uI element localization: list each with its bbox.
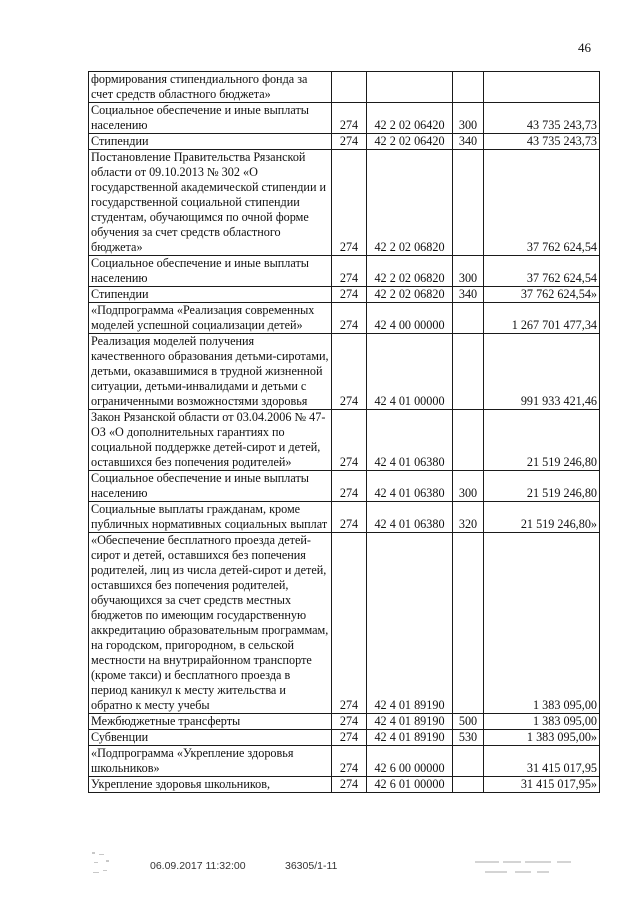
cell-csr: 42 4 01 89190	[367, 714, 453, 730]
cell-csr: 42 2 02 06820	[367, 150, 453, 256]
table-row	[89, 714, 600, 730]
cell-vr	[453, 533, 484, 714]
cell-ved: 274	[332, 746, 367, 777]
cell-ved: 274	[332, 256, 367, 287]
cell-name: Реализация моделей получения качественного образования детьми-сиротами, детьми, оказавшимися в трудной жизненной ситуации, детьми-инвалидами и детьми с ограниченными возможностями здоровья	[89, 334, 332, 410]
cell-ved: 274	[332, 334, 367, 410]
cell-csr: 42 4 01 89190	[367, 533, 453, 714]
cell-vr	[453, 150, 484, 256]
cell-vr: 300	[453, 103, 484, 134]
cell-vr: 300	[453, 471, 484, 502]
cell-csr: 42 4 00 00000	[367, 303, 453, 334]
cell-name: «Подпрограмма «Укрепление здоровья школьников»	[89, 746, 332, 777]
cell-ved: 274	[332, 533, 367, 714]
cell-vr	[453, 72, 484, 103]
cell-ved: 274	[332, 103, 367, 134]
cell-vr	[453, 746, 484, 777]
cell-sum: 21 519 246,80	[484, 471, 600, 502]
cell-sum: 37 762 624,54»	[484, 287, 600, 303]
cell-name: Постановление Правительства Рязанской области от 09.10.2013 № 302 «О государственной академической стипендии и государственной социальной стипендии студентам, обучающимся по очной форме обучения за счет средств областного бюджета»	[89, 150, 332, 256]
cell-ved: 274	[332, 471, 367, 502]
table-row	[89, 103, 600, 134]
cell-vr	[453, 777, 484, 793]
cell-vr: 300	[453, 256, 484, 287]
cell-csr: 42 2 02 06420	[367, 103, 453, 134]
cell-name: Стипендии	[89, 134, 332, 150]
table-row	[89, 730, 600, 746]
cell-name: Укрепление здоровья школьников,	[89, 777, 332, 793]
cell-sum: 43 735 243,73	[484, 134, 600, 150]
cell-sum: 1 383 095,00	[484, 533, 600, 714]
cell-ved: 274	[332, 134, 367, 150]
cell-vr: 500	[453, 714, 484, 730]
table-row	[89, 777, 600, 793]
cell-name: Социальное обеспечение и иные выплаты населению	[89, 256, 332, 287]
table-row	[89, 150, 600, 256]
cell-csr: 42 2 02 06820	[367, 256, 453, 287]
cell-csr: 42 4 01 00000	[367, 334, 453, 410]
cell-vr: 340	[453, 134, 484, 150]
document-code: 36305/1-11	[285, 860, 338, 872]
cell-vr: 320	[453, 502, 484, 533]
cell-csr: 42 4 01 89190	[367, 730, 453, 746]
cell-sum: 37 762 624,54	[484, 256, 600, 287]
table-row	[89, 256, 600, 287]
cell-csr: 42 2 02 06420	[367, 134, 453, 150]
cell-name: Социальное обеспечение и иные выплаты населению	[89, 471, 332, 502]
cell-csr: 42 6 00 00000	[367, 746, 453, 777]
cell-sum: 1 267 701 477,34	[484, 303, 600, 334]
cell-ved	[332, 72, 367, 103]
cell-sum: 43 735 243,73	[484, 103, 600, 134]
cell-sum: 1 383 095,00»	[484, 730, 600, 746]
cell-vr: 340	[453, 287, 484, 303]
scan-artifact-mark	[90, 848, 122, 880]
print-timestamp: 06.09.2017 11:32:00	[150, 860, 246, 872]
cell-ved: 274	[332, 714, 367, 730]
cell-csr: 42 2 02 06820	[367, 287, 453, 303]
cell-name: Социальное обеспечение и иные выплаты населению	[89, 103, 332, 134]
cell-vr	[453, 334, 484, 410]
cell-csr: 42 4 01 06380	[367, 410, 453, 471]
cell-sum: 991 933 421,46	[484, 334, 600, 410]
cell-vr	[453, 303, 484, 334]
table-row	[89, 410, 600, 471]
table-row	[89, 533, 600, 714]
cell-sum: 21 519 246,80	[484, 410, 600, 471]
table-row	[89, 134, 600, 150]
page-number: 46	[578, 40, 591, 55]
cell-csr: 42 6 01 00000	[367, 777, 453, 793]
cell-csr	[367, 72, 453, 103]
table-row	[89, 746, 600, 777]
table-row	[89, 303, 600, 334]
cell-name: «Подпрограмма «Реализация современных моделей успешной социализации детей»	[89, 303, 332, 334]
cell-ved: 274	[332, 303, 367, 334]
cell-ved: 274	[332, 730, 367, 746]
table-row	[89, 72, 600, 103]
cell-sum: 37 762 624,54	[484, 150, 600, 256]
cell-sum: 31 415 017,95	[484, 746, 600, 777]
cell-name: Стипендии	[89, 287, 332, 303]
cell-name: Межбюджетные трансферты	[89, 714, 332, 730]
cell-sum	[484, 72, 600, 103]
table-row	[89, 334, 600, 410]
cell-sum: 21 519 246,80»	[484, 502, 600, 533]
cell-csr: 42 4 01 06380	[367, 471, 453, 502]
cell-vr: 530	[453, 730, 484, 746]
cell-ved: 274	[332, 502, 367, 533]
cell-csr: 42 4 01 06380	[367, 502, 453, 533]
cell-sum: 1 383 095,00	[484, 714, 600, 730]
cell-ved: 274	[332, 777, 367, 793]
cell-name: «Обеспечение бесплатного проезда детей-сирот и детей, оставшихся без попечения родителей, лиц из числа детей-сирот и детей, оставшихся без попечения родителей, обучающихся за счет средств местных бюджетов по имеющим государственную аккредитацию образовательным программам, на городском, пригородном, в сельской местности на внутрирайонном транспорте (кроме такси) и бесплатного проезда в период каникул к месту жительства и обратно к месту учебы	[89, 533, 332, 714]
cell-ved: 274	[332, 150, 367, 256]
table-row	[89, 471, 600, 502]
cell-name: Социальные выплаты гражданам, кроме публичных нормативных социальных выплат	[89, 502, 332, 533]
cell-name: формирования стипендиального фонда за счет средств областного бюджета»	[89, 72, 332, 103]
table-row	[89, 502, 600, 533]
table-row	[89, 287, 600, 303]
cell-sum: 31 415 017,95»	[484, 777, 600, 793]
cell-ved: 274	[332, 410, 367, 471]
budget-table	[88, 71, 600, 793]
cell-name: Субвенции	[89, 730, 332, 746]
cell-name: Закон Рязанской области от 03.04.2006 № 47-ОЗ «О дополнительных гарантиях по социальной поддержке детей-сирот и детей, оставшихся без попечения родителей»	[89, 410, 332, 471]
cell-ved: 274	[332, 287, 367, 303]
cell-vr	[453, 410, 484, 471]
faded-stamp-text	[475, 858, 595, 880]
